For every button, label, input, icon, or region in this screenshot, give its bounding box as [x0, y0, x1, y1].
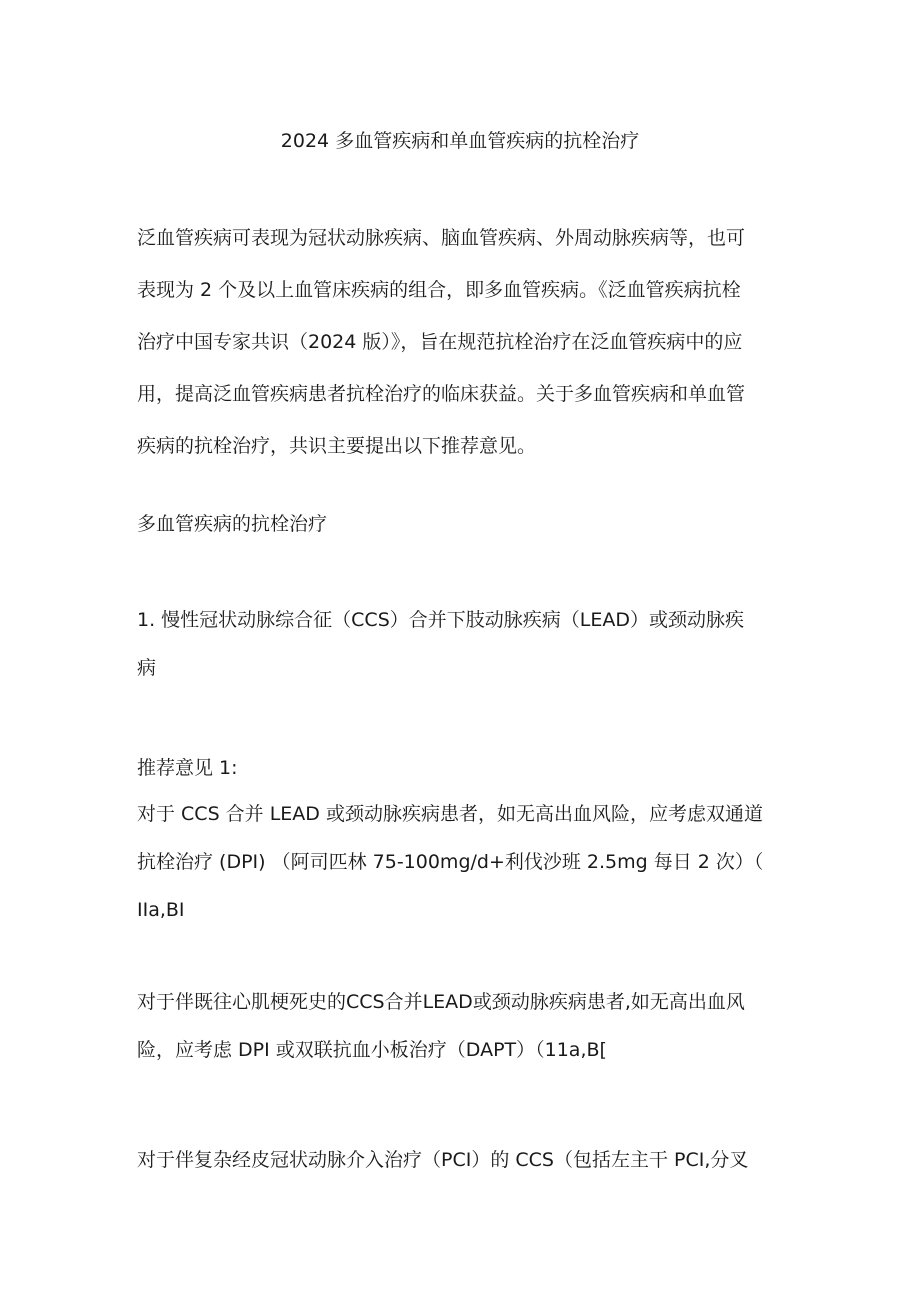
recommendation-label: [137, 750, 787, 786]
recommendation-2: [137, 984, 787, 1080]
recommendation-3: [137, 1142, 787, 1190]
subsection-line-2: 病: [137, 657, 157, 679]
rec1-line-1: 对于 CCS 合并 LEAD 或颈动脉疾病患者，如无高出血风险，应考虑双通道: [137, 803, 763, 825]
intro-line-4: 用，提高泛血管疾病患者抗栓治疗的临床获益。关于多血管疾病和单血管: [137, 383, 746, 405]
section-heading-text: 多血管疾病的抗栓治疗: [137, 513, 328, 535]
intro-line-2: 表现为 2 个及以上血管床疾病的组合，即多血管疾病。《泛血管疾病抗栓: [137, 279, 741, 301]
subsection-line-1: 1. 慢性冠状动脉综合征（CCS）合并下肢动脉疾病（LEAD）或颈动脉疾: [137, 609, 744, 631]
rec2-line-2: 险，应考虑 DPI 或双联抗血小板治疗（DAPT）（11a,B[: [137, 1039, 607, 1061]
subsection-heading: [137, 596, 787, 692]
document-title: 2024 多血管疾病和单血管疾病的抗栓治疗: [280, 130, 640, 152]
rec1-line-2: 抗栓治疗 (DPI) （阿司匹林 75-100mg/d+利伐沙班 2.5mg 每日 2 次）（: [137, 851, 764, 873]
recommendation-1: [137, 796, 787, 940]
section-heading: [137, 506, 787, 542]
recommendation-label-text: 推荐意见 1:: [137, 757, 238, 779]
rec3-line-1: 对于伴复杂经皮冠状动脉介入治疗（PCI）的 CCS（包括左主干 PCI,分叉: [137, 1149, 749, 1171]
intro-line-3: 治疗中国专家共识（2024 版）》，旨在规范抗栓治疗在泛血管疾病中的应: [137, 331, 743, 353]
rec2-line-1: 对于伴既往心肌梗死史的CCS合并LEAD或颈动脉疾病患者,如无高出血风: [137, 991, 745, 1013]
intro-line-1: 泛血管疾病可表现为冠状动脉疾病、脑血管疾病、外周动脉疾病等，也可: [137, 227, 746, 249]
intro-line-5: 疾病的抗栓治疗，共识主要提出以下推荐意见。: [137, 435, 537, 457]
intro-paragraph: [137, 212, 787, 472]
rec1-line-3: IIa,BI: [137, 899, 185, 921]
